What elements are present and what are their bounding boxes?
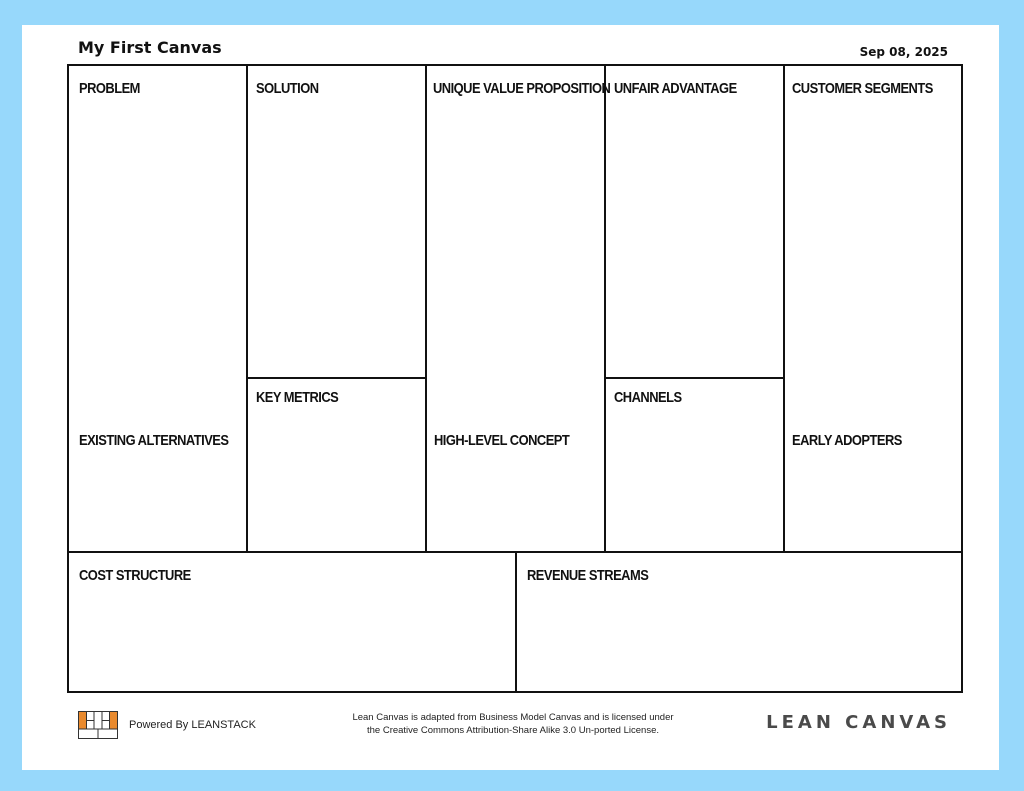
powered-by-link[interactable]: Powered By LEANSTACK [129, 719, 256, 731]
channels-label: CHANNELS [614, 389, 682, 406]
solution-block[interactable] [248, 66, 425, 377]
revenue-streams-block[interactable] [517, 553, 961, 691]
problem-label: PROBLEM [79, 80, 140, 97]
lean-canvas-brand: LEAN CANVAS [766, 712, 951, 733]
cost-structure-label: COST STRUCTURE [79, 567, 191, 584]
canvas-date: Sep 08, 2025 [859, 45, 948, 59]
lean-canvas-grid [67, 64, 963, 693]
high-level-concept-label: HIGH-LEVEL CONCEPT [434, 432, 570, 449]
unique-value-proposition-label: UNIQUE VALUE PROPOSITION [433, 80, 611, 97]
license-line-2: the Creative Commons Attribution-Share Alike 3.0 Un-ported License. [366, 725, 659, 736]
lean-canvas-logo-icon [78, 711, 118, 739]
revenue-streams-label: REVENUE STREAMS [527, 567, 649, 584]
customer-segments-label: CUSTOMER SEGMENTS [792, 80, 933, 97]
key-metrics-label: KEY METRICS [256, 389, 339, 406]
unfair-advantage-block[interactable] [606, 66, 783, 377]
problem-block[interactable] [69, 66, 246, 551]
existing-alternatives-label: EXISTING ALTERNATIVES [79, 432, 229, 449]
license-line-1: Lean Canvas is adapted from Business Model Canvas and is licensed under [352, 712, 674, 723]
early-adopters-label: EARLY ADOPTERS [792, 432, 902, 449]
cost-structure-block[interactable] [69, 553, 515, 691]
license-text [330, 711, 696, 737]
canvas-title[interactable]: My First Canvas [78, 38, 222, 57]
channels-block[interactable] [606, 379, 783, 551]
key-metrics-block[interactable] [248, 379, 425, 551]
unique-value-proposition-block[interactable] [427, 66, 611, 551]
solution-label: SOLUTION [256, 80, 319, 97]
unfair-advantage-label: UNFAIR ADVANTAGE [614, 80, 737, 97]
customer-segments-block[interactable] [785, 66, 961, 551]
